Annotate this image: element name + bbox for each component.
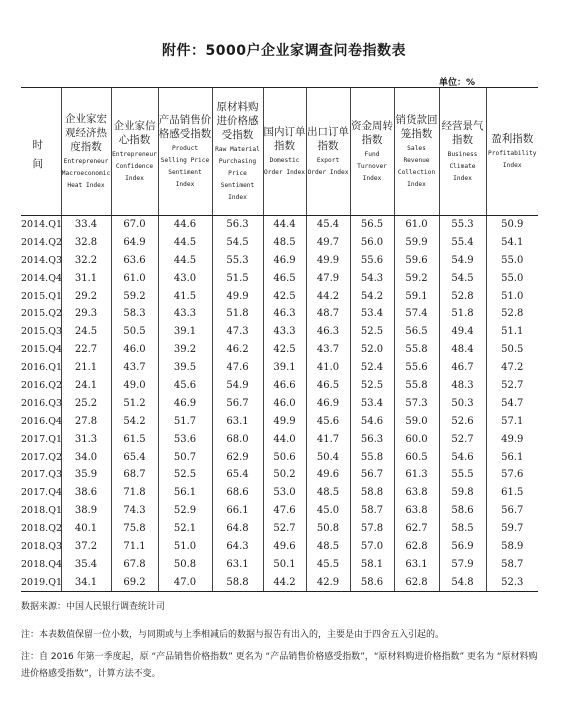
- table-cell: 34.1: [61, 573, 111, 591]
- table-cell: 52.6: [439, 412, 486, 430]
- table-cell: 56.3: [212, 216, 263, 234]
- table-cell: 62.8: [394, 538, 439, 556]
- row-period: 2016.Q1: [21, 362, 63, 374]
- table-cell: 48.7: [306, 305, 350, 323]
- header-label-en: Profitability Index: [488, 149, 537, 169]
- table-cell: 63.8: [394, 502, 439, 520]
- table-cell: 53.4: [350, 394, 394, 412]
- row-period: 2016.Q2: [21, 379, 63, 391]
- table-cell: 65.4: [111, 448, 158, 466]
- table-cell: 51.0: [486, 287, 538, 305]
- row-period: 2016.Q4: [21, 415, 63, 427]
- table-cell: 27.8: [61, 412, 111, 430]
- table-row: [21, 305, 538, 323]
- table-cell: 52.0: [350, 341, 394, 359]
- table-cell: 52.9: [158, 502, 212, 520]
- table-cell: 44.0: [263, 430, 306, 448]
- table-cell: 42.9: [306, 573, 350, 591]
- table-cell: 35.4: [61, 555, 111, 573]
- unit-label: 单位：%: [439, 78, 476, 88]
- table-cell: 34.0: [61, 448, 111, 466]
- table-cell: 45.6: [158, 377, 212, 395]
- table-cell: 42.5: [263, 341, 306, 359]
- table-cell: 64.3: [212, 538, 263, 556]
- header-col-2: [111, 88, 158, 216]
- table-cell: 63.6: [111, 251, 158, 269]
- table-cell: 44.2: [263, 573, 306, 591]
- table-cell: 43.3: [158, 305, 212, 323]
- table-cell: 64.8: [212, 520, 263, 538]
- header-label-zh: 产品销售价格感受指数: [158, 113, 212, 140]
- row-period: 2014.Q4: [21, 272, 63, 284]
- table-cell: 48.5: [306, 538, 350, 556]
- table-cell: 57.4: [394, 305, 439, 323]
- table-cell: 60.5: [394, 448, 439, 466]
- table-cell: 54.5: [212, 233, 263, 251]
- table-cell: 51.7: [158, 412, 212, 430]
- table-cell: 59.1: [394, 287, 439, 305]
- table-cell: 47.6: [212, 359, 263, 377]
- table-row: [21, 251, 538, 269]
- table-cell: 31.3: [61, 430, 111, 448]
- table-cell: 49.0: [111, 377, 158, 395]
- row-period: 2018.Q3: [21, 540, 63, 552]
- table-cell: 58.1: [350, 555, 394, 573]
- table-cell: 50.3: [439, 394, 486, 412]
- table-cell: 54.5: [439, 269, 486, 287]
- table-cell: 41.0: [306, 359, 350, 377]
- table-cell: 55.4: [439, 233, 486, 251]
- table-cell: 67.0: [111, 216, 158, 234]
- row-period: 2017.Q4: [21, 487, 63, 499]
- table-cell: 55.8: [394, 377, 439, 395]
- row-period: 2018.Q4: [21, 558, 63, 570]
- header-col-10: [486, 88, 538, 216]
- table-cell: 51.0: [158, 538, 212, 556]
- table-row: [21, 520, 538, 538]
- header-label-zh: 企业家信心指数: [113, 119, 156, 146]
- table-cell: 44.6: [158, 216, 212, 234]
- table-cell: 57.9: [439, 555, 486, 573]
- table-cell: 56.5: [394, 323, 439, 341]
- table-cell: 54.8: [439, 573, 486, 591]
- header-col-8: [394, 88, 439, 216]
- table-cell: 39.5: [158, 359, 212, 377]
- table-cell: 29.3: [61, 305, 111, 323]
- table-cell: 56.1: [158, 484, 212, 502]
- table-cell: 47.3: [212, 323, 263, 341]
- header-label-zh: 企业家宏观经济热度指数: [65, 112, 107, 153]
- table-cell: 52.5: [350, 323, 394, 341]
- table-cell: 54.3: [350, 269, 394, 287]
- table-cell: 62.7: [394, 520, 439, 538]
- header-col-9: [439, 88, 486, 216]
- rounding-note: 注：本表数值保留一位小数，与同期或与上季相减后的数据与报告有出入的，主要是由于四舍五入引起的。: [21, 630, 445, 640]
- table-cell: 61.0: [394, 216, 439, 234]
- table-cell: 58.6: [350, 573, 394, 591]
- table-cell: 54.1: [486, 233, 538, 251]
- table-cell: 50.4: [306, 448, 350, 466]
- table-cell: 46.9: [158, 394, 212, 412]
- table-cell: 41.7: [306, 430, 350, 448]
- table-cell: 54.7: [486, 394, 538, 412]
- row-period: 2015.Q3: [21, 326, 63, 338]
- table-cell: 57.1: [486, 412, 538, 430]
- table-cell: 51.8: [212, 305, 263, 323]
- header-label-en: Sales Revenue Collection Index: [397, 144, 436, 188]
- table-cell: 51.5: [212, 269, 263, 287]
- table-cell: 46.5: [263, 269, 306, 287]
- table-cell: 24.5: [61, 323, 111, 341]
- table-cell: 59.7: [486, 520, 538, 538]
- table-cell: 60.0: [394, 430, 439, 448]
- table-cell: 69.2: [111, 573, 158, 591]
- table-cell: 71.1: [111, 538, 158, 556]
- table-cell: 63.1: [212, 412, 263, 430]
- header-label-en: Fund Turnover Index: [357, 150, 387, 182]
- table-cell: 49.9: [212, 287, 263, 305]
- table-cell: 32.8: [61, 233, 111, 251]
- header-label-zh: 销货款回笼指数: [395, 113, 438, 140]
- table-cell: 46.9: [306, 394, 350, 412]
- row-period: 2018.Q2: [21, 523, 63, 535]
- table-cell: 61.0: [111, 269, 158, 287]
- table-cell: 58.5: [439, 520, 486, 538]
- table-cell: 56.7: [486, 502, 538, 520]
- table-row: [21, 538, 538, 556]
- table-cell: 61.3: [394, 466, 439, 484]
- table-cell: 63.1: [212, 555, 263, 573]
- row-period: 2014.Q1: [21, 219, 63, 231]
- table-cell: 54.6: [350, 412, 394, 430]
- header-col-4: [212, 88, 263, 216]
- table-cell: 55.6: [350, 251, 394, 269]
- header-label-en: Business Climate Index: [447, 150, 478, 182]
- table-cell: 51.2: [111, 394, 158, 412]
- table-cell: 24.1: [61, 377, 111, 395]
- table-cell: 45.0: [306, 502, 350, 520]
- table-cell: 46.0: [263, 394, 306, 412]
- table-cell: 56.3: [350, 430, 394, 448]
- table-cell: 58.7: [350, 502, 394, 520]
- table-row: [21, 323, 538, 341]
- table-cell: 39.2: [158, 341, 212, 359]
- table-cell: 52.1: [158, 520, 212, 538]
- table-row: [21, 448, 538, 466]
- table-cell: 46.0: [111, 341, 158, 359]
- table-cell: 59.2: [394, 269, 439, 287]
- table-cell: 56.7: [350, 466, 394, 484]
- header-label-en: Domestic Order Index: [264, 156, 305, 176]
- table-cell: 49.9: [263, 412, 306, 430]
- table-cell: 52.5: [158, 466, 212, 484]
- table-cell: 49.4: [439, 323, 486, 341]
- table-row: [21, 555, 538, 573]
- table-cell: 59.0: [394, 412, 439, 430]
- table-cell: 35.9: [61, 466, 111, 484]
- table-cell: 50.8: [306, 520, 350, 538]
- table-cell: 67.8: [111, 555, 158, 573]
- table-cell: 54.2: [350, 287, 394, 305]
- table-body: [21, 216, 538, 592]
- table-cell: 46.3: [306, 323, 350, 341]
- header-label-en: Product Selling Price Sentiment Index: [160, 144, 210, 188]
- table-cell: 55.8: [350, 448, 394, 466]
- header-label-zh: 经营景气指数: [441, 119, 484, 146]
- table-cell: 50.5: [111, 323, 158, 341]
- row-period: 2017.Q1: [21, 433, 63, 445]
- table-row: [21, 394, 538, 412]
- table-cell: 49.9: [306, 251, 350, 269]
- table-cell: 43.7: [111, 359, 158, 377]
- table-cell: 55.5: [439, 466, 486, 484]
- table-cell: 68.7: [111, 466, 158, 484]
- table-cell: 21.1: [61, 359, 111, 377]
- table-cell: 50.2: [263, 466, 306, 484]
- table-cell: 52.5: [350, 377, 394, 395]
- table-cell: 38.6: [61, 484, 111, 502]
- table-cell: 54.6: [439, 448, 486, 466]
- row-period: 2014.Q2: [21, 236, 63, 248]
- table-cell: 75.8: [111, 520, 158, 538]
- table-cell: 58.9: [486, 538, 538, 556]
- table-cell: 43.0: [158, 269, 212, 287]
- table-cell: 31.1: [61, 269, 111, 287]
- table-cell: 22.7: [61, 341, 111, 359]
- table-cell: 48.5: [306, 484, 350, 502]
- row-period: 2015.Q2: [21, 308, 63, 320]
- table-cell: 68.6: [212, 484, 263, 502]
- table-cell: 43.3: [263, 323, 306, 341]
- table-cell: 56.9: [439, 538, 486, 556]
- table-cell: 71.8: [111, 484, 158, 502]
- table-cell: 55.6: [394, 359, 439, 377]
- row-period: 2017.Q2: [21, 451, 63, 463]
- rename-note: 注：自 2016 年第一季度起，原 “产品销售价格指数” 更名为 “产品销售价格感受指数”，“原材料购进价格指数” 更名为 “原材料购进价格感受指数”，计算方法不变。: [21, 652, 538, 679]
- header-time: [21, 88, 66, 216]
- table-cell: 46.5: [306, 377, 350, 395]
- table-cell: 47.2: [486, 359, 538, 377]
- table-cell: 51.1: [486, 323, 538, 341]
- table-cell: 42.5: [263, 287, 306, 305]
- row-period: 2016.Q3: [21, 397, 63, 409]
- table-cell: 52.7: [263, 520, 306, 538]
- table-cell: 46.7: [439, 359, 486, 377]
- table-row: [21, 233, 538, 251]
- table-cell: 52.3: [486, 573, 538, 591]
- table-cell: 40.1: [61, 520, 111, 538]
- table-cell: 50.9: [486, 216, 538, 234]
- table-cell: 48.3: [439, 377, 486, 395]
- table-cell: 57.3: [394, 394, 439, 412]
- table-cell: 61.5: [111, 430, 158, 448]
- table-cell: 38.9: [61, 502, 111, 520]
- table-cell: 41.5: [158, 287, 212, 305]
- header-label-en: Entrepreneur Macroeconomic Heat Index: [61, 157, 111, 189]
- table-cell: 74.3: [111, 502, 158, 520]
- table-cell: 29.2: [61, 287, 111, 305]
- table-cell: 50.6: [263, 448, 306, 466]
- table-cell: 43.7: [306, 341, 350, 359]
- table-cell: 52.4: [350, 359, 394, 377]
- table-cell: 47.0: [158, 573, 212, 591]
- table-cell: 55.8: [394, 341, 439, 359]
- table-header: [21, 88, 538, 216]
- table-cell: 39.1: [263, 359, 306, 377]
- header-label-zh: 原材料购进价格感受指数: [216, 100, 259, 141]
- table-cell: 50.1: [263, 555, 306, 573]
- table-row: [21, 269, 538, 287]
- table-cell: 56.5: [350, 216, 394, 234]
- table-cell: 57.8: [350, 520, 394, 538]
- table-row: [21, 216, 538, 234]
- table-cell: 58.6: [439, 502, 486, 520]
- table-cell: 64.9: [111, 233, 158, 251]
- table-cell: 56.1: [486, 448, 538, 466]
- table-cell: 55.0: [486, 269, 538, 287]
- header-label-zh: 时 间: [32, 138, 66, 170]
- table-cell: 44.2: [306, 287, 350, 305]
- table-row: [21, 484, 538, 502]
- table-cell: 63.1: [394, 555, 439, 573]
- row-period: 2017.Q3: [21, 469, 63, 481]
- table-cell: 25.2: [61, 394, 111, 412]
- table-cell: 56.7: [212, 394, 263, 412]
- table-cell: 54.2: [111, 412, 158, 430]
- table-row: [21, 341, 538, 359]
- table-cell: 52.7: [439, 430, 486, 448]
- table-row: [21, 412, 538, 430]
- table-cell: 50.5: [486, 341, 538, 359]
- table-cell: 55.3: [439, 216, 486, 234]
- row-period: 2014.Q3: [21, 254, 63, 266]
- header-label-zh: 盈利指数: [491, 132, 534, 145]
- table-cell: 46.2: [212, 341, 263, 359]
- page-title: 附件：5000户企业家调查问卷指数表: [162, 43, 406, 59]
- table-cell: 62.9: [212, 448, 263, 466]
- table-cell: 49.9: [486, 430, 538, 448]
- table-cell: 50.8: [158, 555, 212, 573]
- header-col-7: [350, 88, 394, 216]
- table-cell: 49.6: [306, 466, 350, 484]
- header-col-1: [61, 88, 111, 216]
- table-row: [21, 573, 538, 591]
- table-row: [21, 359, 538, 377]
- table-cell: 53.4: [350, 305, 394, 323]
- table-cell: 57.6: [486, 466, 538, 484]
- table-cell: 33.4: [61, 216, 111, 234]
- row-period: 2019.Q1: [21, 573, 61, 591]
- table-cell: 52.8: [439, 287, 486, 305]
- table-row: [21, 287, 538, 305]
- table-cell: 49.7: [306, 233, 350, 251]
- header-label-en: Entrepreneur Confidence Index: [112, 150, 157, 182]
- table-cell: 45.4: [306, 216, 350, 234]
- table-cell: 62.8: [394, 573, 439, 591]
- table-cell: 59.9: [394, 233, 439, 251]
- table-cell: 56.0: [350, 233, 394, 251]
- table-cell: 59.2: [111, 287, 158, 305]
- table-cell: 54.9: [439, 251, 486, 269]
- table-cell: 52.7: [486, 377, 538, 395]
- table-cell: 46.6: [263, 377, 306, 395]
- table-cell: 32.2: [61, 251, 111, 269]
- table-cell: 58.3: [111, 305, 158, 323]
- table-cell: 39.1: [158, 323, 212, 341]
- header-label-en: Export Order Index: [307, 156, 349, 176]
- table-cell: 45.6: [306, 412, 350, 430]
- table-cell: 44.5: [158, 251, 212, 269]
- data-source-note: 数据来源：中国人民银行调查统计司: [21, 602, 166, 612]
- header-col-6: [306, 88, 350, 216]
- table-cell: 63.8: [394, 484, 439, 502]
- table-cell: 58.7: [486, 555, 538, 573]
- row-period: 2015.Q4: [21, 344, 63, 356]
- table-cell: 59.6: [394, 251, 439, 269]
- header-col-3: [158, 88, 212, 216]
- table-cell: 46.9: [263, 251, 306, 269]
- table-cell: 49.6: [263, 538, 306, 556]
- header-col-5: [263, 88, 306, 216]
- table-cell: 55.3: [212, 251, 263, 269]
- table-cell: 59.8: [439, 484, 486, 502]
- table-cell: 50.7: [158, 448, 212, 466]
- table-cell: 37.2: [61, 538, 111, 556]
- table-cell: 48.4: [439, 341, 486, 359]
- table-cell: 52.8: [486, 305, 538, 323]
- header-label-zh: 资金周转指数: [351, 119, 393, 146]
- header-label-en: Raw Material Purchasing Price Sentiment Index: [215, 145, 260, 201]
- table-row: [21, 430, 538, 448]
- table-row: [21, 377, 538, 395]
- table-cell: 58.8: [212, 573, 263, 591]
- table-cell: 51.8: [439, 305, 486, 323]
- row-period: 2015.Q1: [21, 290, 63, 302]
- table-cell: 44.4: [263, 216, 306, 234]
- table-cell: 61.5: [486, 484, 538, 502]
- table-cell: 47.9: [306, 269, 350, 287]
- table-cell: 53.6: [158, 430, 212, 448]
- table-cell: 68.0: [212, 430, 263, 448]
- table-cell: 48.5: [263, 233, 306, 251]
- table-cell: 66.1: [212, 502, 263, 520]
- header-label-zh: 国内订单指数: [263, 125, 306, 152]
- index-table: [21, 87, 538, 592]
- table-cell: 55.0: [486, 251, 538, 269]
- header-label-zh: 出口订单指数: [307, 125, 349, 152]
- table-cell: 53.0: [263, 484, 306, 502]
- table-row: [21, 466, 538, 484]
- table-cell: 46.3: [263, 305, 306, 323]
- table-cell: 45.5: [306, 555, 350, 573]
- table-cell: 44.5: [158, 233, 212, 251]
- table-cell: 54.9: [212, 377, 263, 395]
- row-period: 2018.Q1: [21, 505, 63, 517]
- table-cell: 58.8: [350, 484, 394, 502]
- table-cell: 57.0: [350, 538, 394, 556]
- table-cell: 47.6: [263, 502, 306, 520]
- table-cell: 65.4: [212, 466, 263, 484]
- table-row: [21, 502, 538, 520]
